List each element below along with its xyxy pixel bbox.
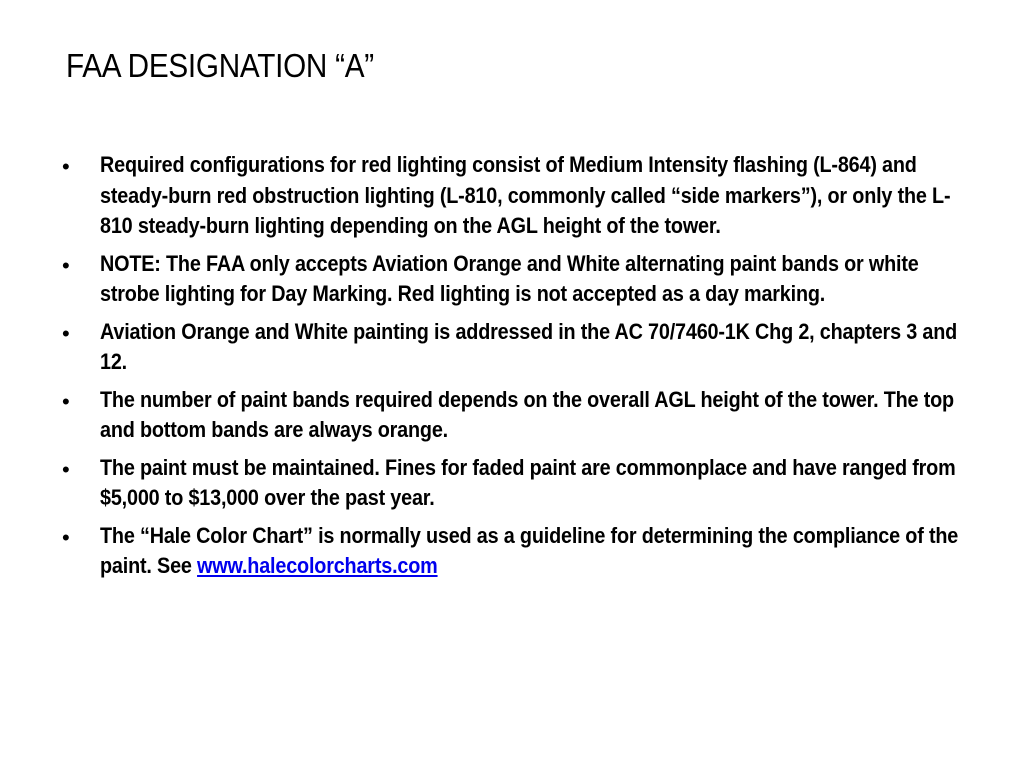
- list-item: [60, 521, 1020, 582]
- bullet-text: Required configurations for red lighting consist of Medium Intensity flashing (L-864) and steady-burn red obstruction lighting (L-810, commonly called “side markers”), or only the L-810 steady-burn lighting depending on the AGL height of the tower.: [100, 152, 951, 238]
- list-item: [60, 249, 1020, 310]
- bullet-text: The paint must be maintained. Fines for faded paint are commonplace and have ranged from $5,000 to $13,000 over the past year.: [100, 454, 956, 510]
- list-item: [60, 317, 1020, 378]
- bullet-dot-icon: •: [62, 388, 70, 414]
- bullet-list: [60, 150, 1020, 589]
- bullet-text-lead: The “Hale Color Chart” is normally used as a guideline for determining the compliance of the paint. See: [100, 522, 959, 578]
- bullet-dot-icon: •: [62, 456, 70, 482]
- bullet-dot-icon: •: [62, 154, 70, 179]
- list-item: [60, 150, 1020, 242]
- slide-title: FAA DESIGNATION “A”: [66, 47, 374, 84]
- bullet-dot-icon: •: [62, 524, 70, 550]
- bullet-dot-icon: •: [62, 252, 70, 278]
- bullet-text: Aviation Orange and White painting is addressed in the AC 70/7460-1K Chg 2, chapters 3 and 12.: [100, 318, 958, 374]
- bullet-text: The number of paint bands required depends on the overall AGL height of the tower. The top and bottom bands are always orange.: [100, 386, 954, 442]
- bullet-dot-icon: •: [62, 320, 70, 346]
- list-item: [60, 385, 1020, 446]
- bullet-text: NOTE: The FAA only accepts Aviation Orange and White alternating paint bands or white strobe lighting for Day Marking. Red lighting is not accepted as a day marking.: [100, 250, 919, 306]
- list-item: [60, 453, 1020, 514]
- bullet-text-with-link: [100, 521, 964, 582]
- hale-color-charts-link[interactable]: www.halecolorcharts.com: [197, 553, 438, 578]
